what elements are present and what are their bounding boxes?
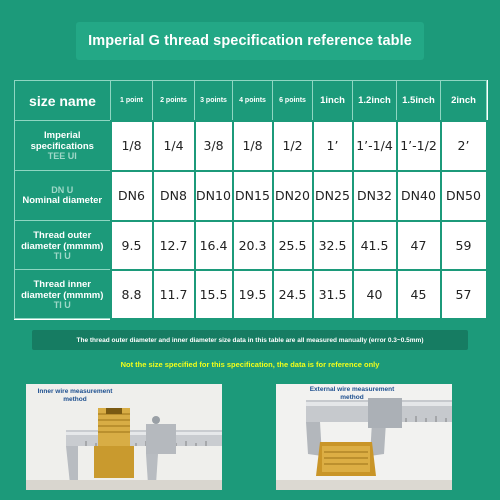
table-cell: 25.5 — [273, 221, 313, 270]
table-row — [15, 221, 487, 270]
table-cell: 8.8 — [111, 270, 153, 319]
table-cell: 20.3 — [233, 221, 273, 270]
row-label: Imperial specifications — [30, 130, 94, 152]
header-col: 6 points — [273, 81, 313, 121]
table-cell: 19.5 — [233, 270, 273, 319]
table-cell: 1/8 — [111, 121, 153, 171]
header-col: 1.2inch — [353, 81, 397, 121]
table-cell: 59 — [441, 221, 487, 270]
header-col: 2 points — [153, 81, 195, 121]
external-measurement-photo — [276, 384, 452, 490]
table-cell: 41.5 — [353, 221, 397, 270]
row-header — [15, 270, 111, 319]
table-cell: 45 — [397, 270, 441, 319]
external-measurement-label: External wire measurement method — [309, 386, 395, 401]
measurement-note: The thread outer diameter and inner diameter size data in this table are all measured manually (error 0.3~0.5mm) — [32, 330, 468, 350]
table-cell: 11.7 — [153, 270, 195, 319]
table-cell: 40 — [353, 270, 397, 319]
row-ghost-text: DN U — [51, 184, 74, 195]
row-header — [15, 221, 111, 270]
spec-table — [14, 80, 488, 320]
row-header — [15, 121, 111, 171]
table-cell: 1/2 — [273, 121, 313, 171]
table-cell: 3/8 — [195, 121, 233, 171]
table-cell: DN40 — [397, 171, 441, 221]
table-cell: 9.5 — [111, 221, 153, 270]
table-cell: 1’ — [313, 121, 353, 171]
table-cell: 31.5 — [313, 270, 353, 319]
table-cell: DN32 — [353, 171, 397, 221]
table-cell: 15.5 — [195, 270, 233, 319]
row-ghost-text: TI U — [53, 299, 71, 310]
table-cell: DN8 — [153, 171, 195, 221]
table-cell: DN25 — [313, 171, 353, 221]
table-cell: 2’ — [441, 121, 487, 171]
inner-measurement-photo — [26, 384, 222, 490]
table-cell: 1’-1/2 — [397, 121, 441, 171]
page-title: Imperial G thread specification reference table — [76, 22, 424, 60]
table-cell: DN15 — [233, 171, 273, 221]
table-cell: 47 — [397, 221, 441, 270]
table-row — [15, 121, 487, 171]
table-cell: 57 — [441, 270, 487, 319]
table-cell: DN10 — [195, 171, 233, 221]
table-cell: 1’-1/4 — [353, 121, 397, 171]
table-cell: 1/8 — [233, 121, 273, 171]
row-header — [15, 171, 111, 221]
header-col: 3 points — [195, 81, 233, 121]
inner-measurement-label: Inner wire measurement method — [37, 388, 113, 403]
row-ghost-text: TI U — [53, 250, 71, 261]
table-row — [15, 171, 487, 221]
table-cell: DN50 — [441, 171, 487, 221]
header-col: 1inch — [313, 81, 353, 121]
table-cell: 16.4 — [195, 221, 233, 270]
table-header-row — [15, 81, 487, 121]
table-cell: DN6 — [111, 171, 153, 221]
table-cell: 12.7 — [153, 221, 195, 270]
table-cell: 32.5 — [313, 221, 353, 270]
table-cell: 1/4 — [153, 121, 195, 171]
row-label: Thread outer diameter (mmmm) — [21, 229, 104, 252]
header-col: 1.5inch — [397, 81, 441, 121]
header-size-name: size name — [15, 81, 111, 121]
row-ghost-text: TEE UI — [47, 151, 77, 161]
row-label: Thread inner diameter (mmmm) — [21, 278, 104, 301]
header-col: 1 point — [111, 81, 153, 121]
reference-note: Not the size specified for this specification, the data is for reference only — [120, 360, 380, 369]
header-col: 2inch — [441, 81, 487, 121]
header-col: 4 points — [233, 81, 273, 121]
table-cell: 24.5 — [273, 270, 313, 319]
row-label: Nominal diameter — [22, 194, 103, 206]
table-cell: DN20 — [273, 171, 313, 221]
table-row — [15, 270, 487, 319]
